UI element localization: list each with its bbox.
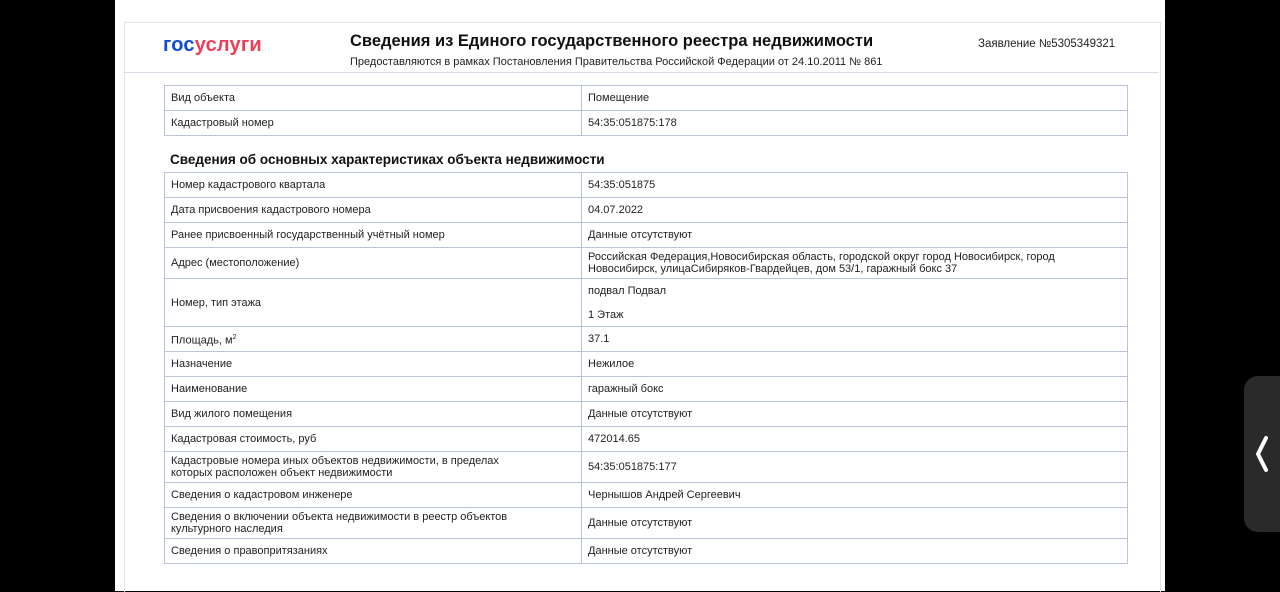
logo-part-uslugi: услуги [194, 34, 262, 56]
heritage-label [165, 508, 582, 539]
section-title: Сведения об основных характеристиках объекта недвижимости [170, 152, 605, 167]
name-label: Наименование [165, 377, 582, 402]
logo-part-gos: гос [163, 34, 195, 56]
table-row [165, 327, 1128, 352]
object-type-value: Помещение [582, 86, 1128, 111]
floor-value [582, 279, 1128, 327]
table-row [165, 427, 1128, 452]
purpose-label: Назначение [165, 352, 582, 377]
table-row [165, 539, 1128, 564]
quarter-label: Номер кадастрового квартала [165, 173, 582, 198]
previous-number-label: Ранее присвоенный государственный учётный номер [165, 223, 582, 248]
area-label [165, 327, 582, 352]
claims-label: Сведения о правопритязаниях [165, 539, 582, 564]
gosuslugi-logo [163, 34, 262, 57]
previous-number-value: Данные отсутствуют [582, 223, 1128, 248]
area-unit-superscript: 2 [232, 333, 237, 341]
application-number: Заявление №5305349321 [978, 38, 1116, 50]
quarter-value: 54:35:051875 [582, 173, 1128, 198]
address-label: Адрес (местоположение) [165, 248, 582, 279]
engineer-label: Сведения о кадастровом инженере [165, 483, 582, 508]
claims-value: Данные отсутствуют [582, 539, 1128, 564]
floor-label: Номер, тип этажа [165, 279, 582, 327]
engineer-value: Чернышов Андрей Сергеевич [582, 483, 1128, 508]
back-button[interactable] [1244, 376, 1280, 532]
area-label-text: Площадь, м [171, 334, 233, 347]
document-subtitle: Предоставляются в рамках Постановления Правительства Российской Федерации от 24.10.2011 № 861 [350, 56, 883, 68]
table-row [165, 111, 1128, 136]
table-row [165, 508, 1128, 539]
table-row [165, 86, 1128, 111]
table-row [165, 279, 1128, 327]
document-title: Сведения из Единого государственного реестра недвижимости [350, 32, 874, 50]
heritage-label-line-2: культурного наследия [171, 523, 283, 535]
table-row [165, 452, 1128, 483]
assignment-date-value: 04.07.2022 [582, 198, 1128, 223]
floor-line-2: 1 Этаж [588, 308, 624, 321]
other-objects-label [165, 452, 582, 483]
cadastral-cost-label: Кадастровая стоимость, руб [165, 427, 582, 452]
cadastral-cost-value: 472014.65 [582, 427, 1128, 452]
chevron-left-icon [1244, 376, 1280, 532]
table-row [165, 377, 1128, 402]
table-row [165, 402, 1128, 427]
address-line-2: Новосибирск, улицаСибиряков-Гвардейцев, дом 53/1, гаражный бокс 37 [588, 263, 958, 275]
cadastral-number-label: Кадастровый номер [165, 111, 582, 136]
area-value: 37.1 [582, 327, 1128, 352]
other-objects-label-line-1: Кадастровые номера иных объектов недвижимости, в пределах [171, 455, 499, 467]
table-row [165, 198, 1128, 223]
object-type-label: Вид объекта [165, 86, 582, 111]
floor-line-1: подвал Подвал [588, 284, 667, 297]
table-row [165, 483, 1128, 508]
name-value: гаражный бокс [582, 377, 1128, 402]
heritage-value: Данные отсутствуют [582, 508, 1128, 539]
table-row [165, 223, 1128, 248]
object-table [164, 85, 1128, 136]
living-type-label: Вид жилого помещения [165, 402, 582, 427]
header-divider [124, 72, 1159, 73]
living-type-value: Данные отсутствуют [582, 402, 1128, 427]
heritage-label-line-1: Сведения о включении объекта недвижимости в реестр объектов [171, 511, 508, 523]
address-value [582, 248, 1128, 279]
address-line-1: Российская Федерация,Новосибирская область, городской округ город Новосибирск, город [588, 251, 1055, 263]
assignment-date-label: Дата присвоения кадастрового номера [165, 198, 582, 223]
table-row [165, 248, 1128, 279]
characteristics-table [164, 172, 1128, 564]
document-page [115, 0, 1165, 591]
other-objects-label-line-2: которых расположен объект недвижимости [171, 467, 393, 479]
table-row [165, 352, 1128, 377]
other-objects-value: 54:35:051875:177 [582, 452, 1128, 483]
cadastral-number-value: 54:35:051875:178 [582, 111, 1128, 136]
purpose-value: Нежилое [582, 352, 1128, 377]
table-row [165, 173, 1128, 198]
